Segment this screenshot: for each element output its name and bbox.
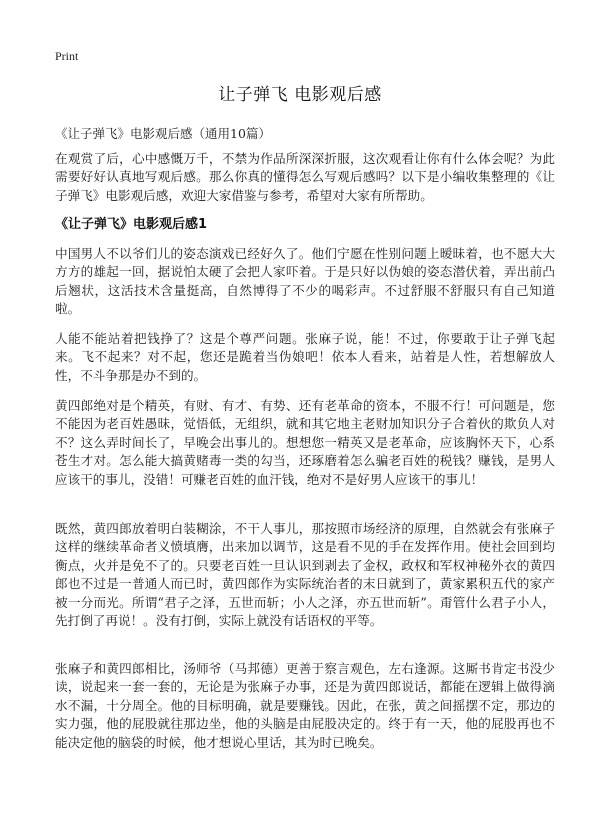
body-paragraph-3: 黄四郎绝对是个精英，有财、有才、有势、还有老革命的资本，不服不行！可问题是，您不能因为老百姓愚昧，觉悟低，无组织，就和其它地主老财加知识分子合着伙的欺负人对不？这么弄时间长了，早晚会出事儿的。想想您一精英又是老革命，应该胸怀天下，心系苍生才对。怎么能大搞黄赌毒一类的勾当，还琢磨着怎么骗老百姓的税钱？赚钱，是男人应该干的事儿，没错！可赚老百姓的血汗钱，绝对不是好男人应该干的事儿！: [55, 398, 555, 487]
body-paragraph-4: 既然，黄四郎放着明白装糊涂，不干人事儿，那按照市场经济的原理，自然就会有张麻子这样的继续革命者义愤填膺，出来加以调节，这是看不见的手在发挥作用。使社会回到均衡点，火并是免不了的。只要老百姓一旦认识到剥去了金权，政权和军权神秘外衣的黄四郎也不过是一普通人而已时，黄四郎作为实际统治者的末日就到了，黄家累积五代的家产被一分而光。所谓“君子之泽，五世而斩；小人之泽，亦五世而斩”。甭管什么君子小人，先打倒了再说！。没有打倒，实际上就没有话语权的平等。: [55, 521, 555, 629]
section-heading: 《让子弹飞》电影观后感1: [55, 217, 208, 232]
intro-paragraph: 在观赏了后，心中感慨万千，不禁为作品所深深折服，这次观看让你有什么体会呢？为此需要好好认真地写观后感。那么你真的懂得怎么写观后感吗？以下是小编收集整理的《让子弹飞》电影观后感，欢迎大家借鉴与参考，希望对大家有所帮助。: [55, 151, 555, 203]
print-link[interactable]: Print: [55, 49, 79, 63]
body-paragraph-5: 张麻子和黄四郎相比，汤师爷（马邦德）更善于察言观色，左右逢源。这厮书肯定书没少读，说起来一套一套的，无论是为张麻子办事，还是为黄四郎说话，都能在逻辑上做得滴水不漏，十分周全。他的目标明确，就是要赚钱。因此，在张，黄之间摇摆不定，那边的实力强，他的屁股就往那边坐，他的头脑是由屁股决定的。终于有一天，他的屁股再也不能决定他的脑袋的时候，他才想说心里话，其为时已晚矣。: [55, 661, 555, 750]
document-subtitle: 《让子弹飞》电影观后感（通用10篇）: [55, 126, 271, 141]
body-paragraph-1: 中国男人不以爷们儿的姿态演戏已经好久了。他们宁愿在性别问题上暧昧着，也不愿大大方方的雄起一回，据说怕太硬了会把人家吓着。于是只好以伪娘的姿态潜伏着，弄出前凸后翘状，这活技术含量挺高，自然博得了不少的喝彩声。不过舒服不舒服只有自己知道啦。: [55, 246, 555, 317]
body-paragraph-2: 人能不能站着把钱挣了？这是个尊严问题。张麻子说，能！不过，你要敢于让子弹飞起来。飞不起来？对不起，您还是跪着当伪娘吧！依本人看来，站着是人性，若想解放人性，不斗争那是办不到的。: [55, 331, 555, 383]
page-title: 让子弹飞 电影观后感: [218, 85, 382, 105]
